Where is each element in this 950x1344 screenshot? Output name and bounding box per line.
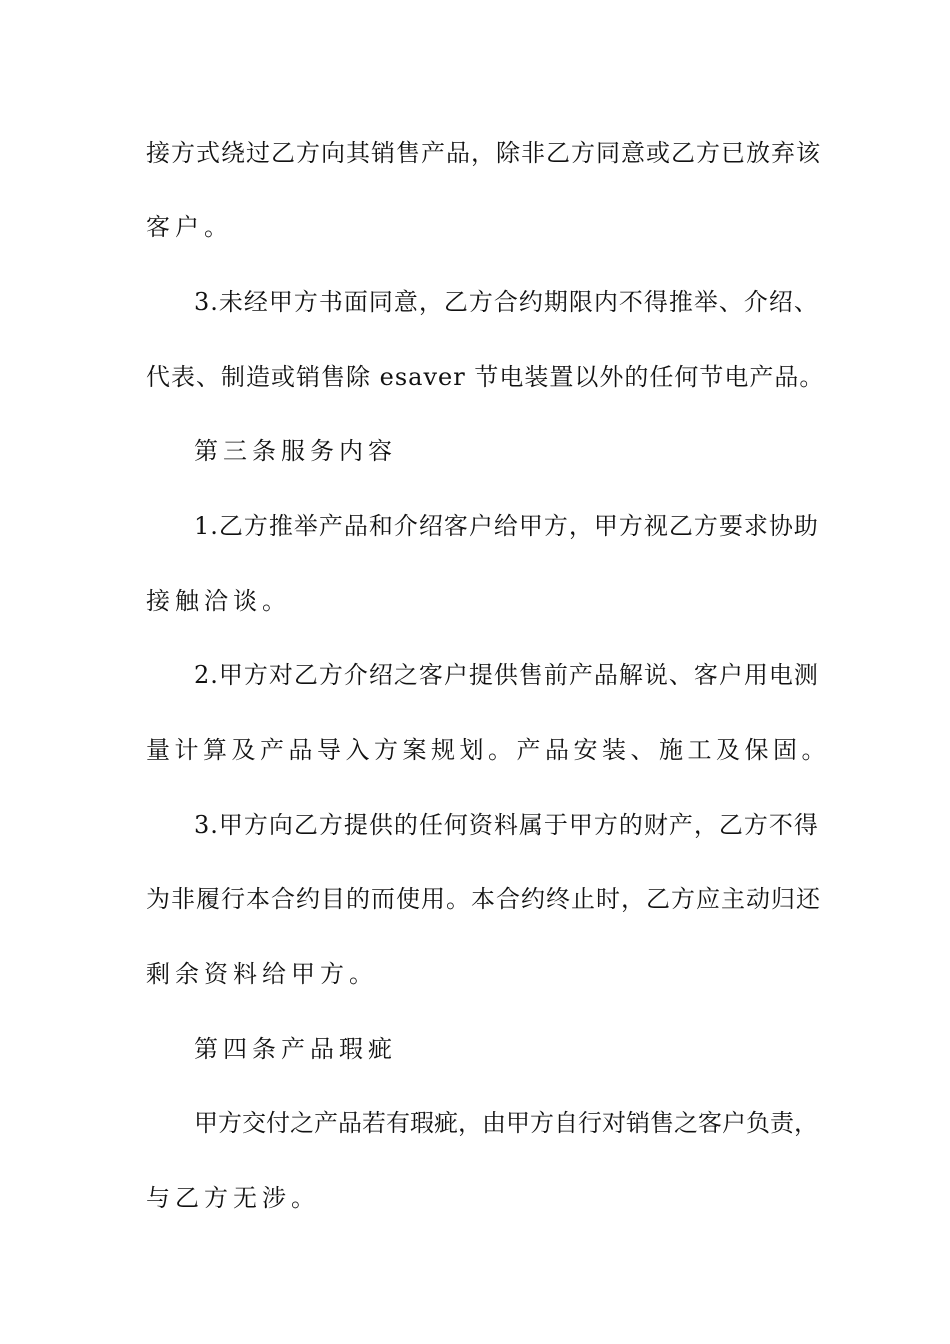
paragraph-line: 接方式绕过乙方向其销售产品，除非乙方同意或乙方已放弃该	[146, 139, 821, 167]
section-heading: 第四条产品瑕疵	[194, 1035, 397, 1063]
paragraph-line: 2.甲方对乙方介绍之客户提供售前产品解说、客户用电测	[194, 661, 819, 689]
section-heading: 第三条服务内容	[194, 437, 397, 465]
paragraph-line: 为非履行本合约目的而使用。本合约终止时，乙方应主动归还	[146, 885, 821, 913]
paragraph-line: 1.乙方推举产品和介绍客户给甲方，甲方视乙方要求协助	[194, 512, 819, 540]
paragraph-line: 接触洽谈。	[146, 587, 291, 615]
paragraph-line: 客户。	[146, 213, 233, 241]
paragraph-line: 3.未经甲方书面同意，乙方合约期限内不得推举、介绍、	[194, 288, 819, 316]
paragraph-line: 3.甲方向乙方提供的任何资料属于甲方的财产，乙方不得	[194, 811, 819, 839]
paragraph-line: 代表、制造或销售除 esaver 节电装置以外的任何节电产品。	[146, 363, 825, 391]
paragraph-line: 与乙方无涉。	[146, 1184, 320, 1212]
paragraph-line: 剩余资料给甲方。	[146, 960, 378, 988]
paragraph-line: 甲方交付之产品若有瑕疵，由甲方自行对销售之客户负责，	[194, 1109, 818, 1137]
paragraph-line: 量计算及产品导入方案规划。产品安装、施工及保固。	[146, 736, 830, 764]
